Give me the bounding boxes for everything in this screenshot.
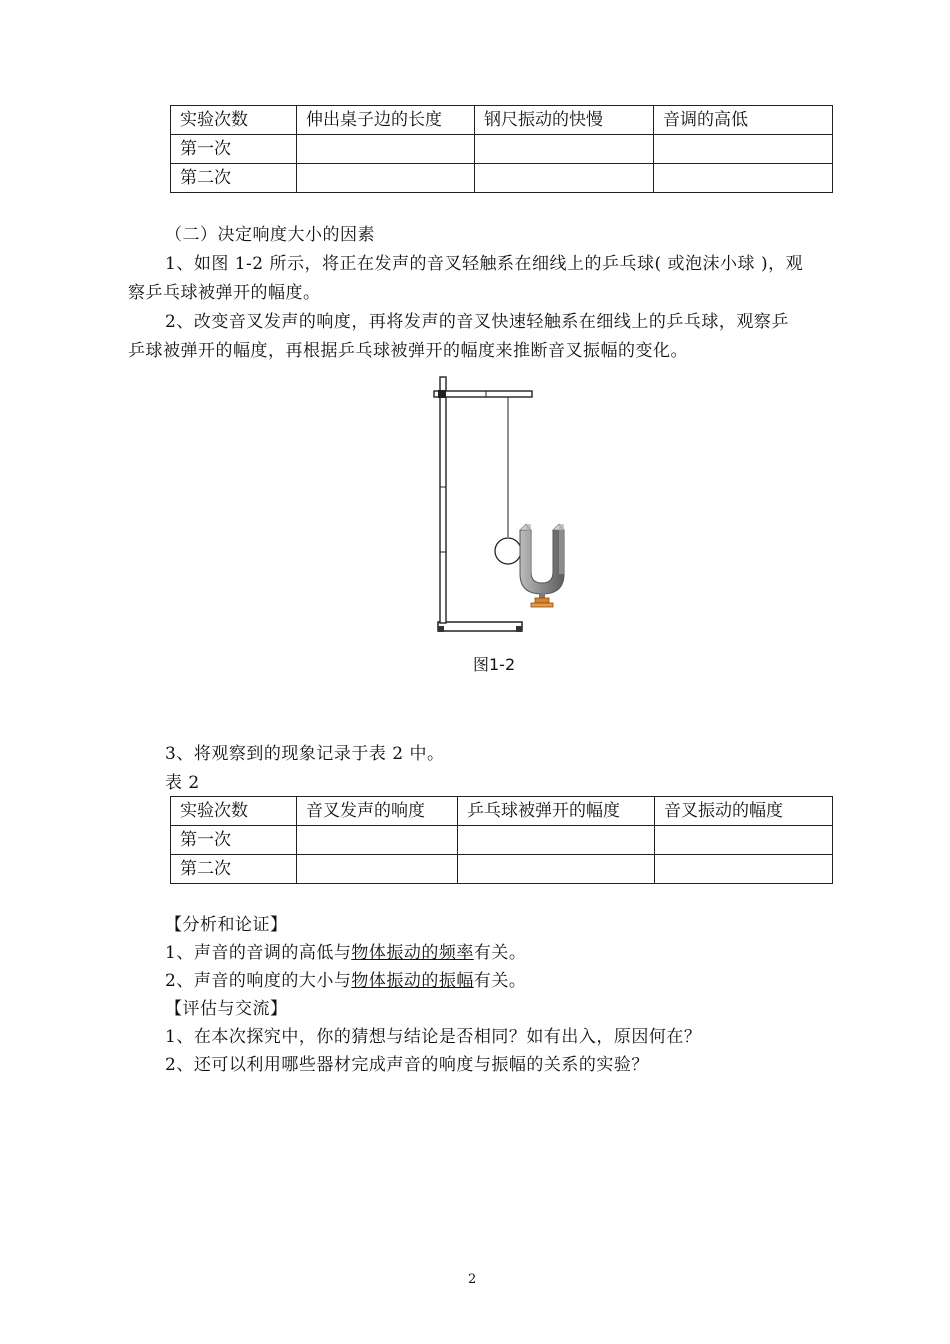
table-cell: 第一次 <box>171 826 297 855</box>
table-cell <box>458 855 655 884</box>
table-header-cell: 音叉发声的响度 <box>297 797 458 826</box>
table-cell <box>297 826 458 855</box>
table-cell <box>297 135 475 164</box>
step-3: 3、将观察到的现象记录于表 2 中。 <box>165 744 445 764</box>
table-cell <box>297 164 475 193</box>
table-header-row <box>171 106 833 135</box>
table-row <box>171 135 833 164</box>
stand-crossbar <box>434 391 532 397</box>
step-1-line-1: 1、如图 1-2 所示，将正在发声的音叉轻触系在细线上的乒乓球( 或泡沫小球 )，观 <box>165 254 804 274</box>
table-header-cell: 实验次数 <box>171 797 297 826</box>
evaluation-question-1: 1、在本次探究中，你的猜想与结论是否相同？如有出入，原因何在？ <box>165 1027 702 1047</box>
table-cell <box>475 135 654 164</box>
table-row <box>171 826 833 855</box>
conclusion-2 <box>165 969 526 993</box>
table-cell <box>654 164 833 193</box>
table-cell <box>458 826 655 855</box>
tuning-fork-pendulum-figure <box>430 372 580 642</box>
fork-base <box>535 598 549 603</box>
stand-base <box>438 622 522 631</box>
table-cell <box>655 855 833 884</box>
table-cell: 第二次 <box>171 855 297 884</box>
conclusion-1-prefix: 1、声音的音调的高低与 <box>165 943 352 963</box>
step-2-line-2: 乒球被弹开的幅度，再根据乒乓球被弹开的幅度来推断音叉振幅的变化。 <box>128 341 688 361</box>
step-2-line-1: 2、改变音叉发声的响度，再将发声的音叉快速轻触系在细线上的乒乓球，观察乒 <box>165 312 789 332</box>
table-header-cell: 音调的高低 <box>654 106 833 135</box>
table-cell: 第二次 <box>171 164 297 193</box>
table-row <box>171 164 833 193</box>
table-2-title: 表 2 <box>165 773 200 793</box>
table-cell: 第一次 <box>171 135 297 164</box>
conclusion-2-prefix: 2、声音的响度的大小与 <box>165 971 352 991</box>
conclusion-1-answer: 物体振动的频率 <box>351 943 474 963</box>
table-header-cell: 钢尺振动的快慢 <box>475 106 654 135</box>
table-header-cell: 乒乓球被弹开的幅度 <box>458 797 655 826</box>
tuning-fork <box>520 524 564 607</box>
ping-pong-ball <box>495 538 521 564</box>
table-2 <box>170 796 833 884</box>
conclusion-1-suffix: 有关。 <box>473 943 527 963</box>
table-header-row <box>171 797 833 826</box>
table-row <box>171 855 833 884</box>
table-cell <box>655 826 833 855</box>
table-cell <box>654 135 833 164</box>
page-number: 2 <box>468 1272 477 1287</box>
conclusion-2-suffix: 有关。 <box>473 971 527 991</box>
table-header-cell: 伸出桌子边的长度 <box>297 106 475 135</box>
stand-pole <box>440 377 446 623</box>
analysis-heading: 【分析和论证】 <box>165 915 288 935</box>
table-cell <box>475 164 654 193</box>
figure-caption: 图1-2 <box>473 655 516 674</box>
step-1-line-2: 察乒乓球被弹开的幅度。 <box>128 283 321 303</box>
table-1 <box>170 105 833 193</box>
evaluation-heading: 【评估与交流】 <box>165 999 288 1019</box>
table-header-cell: 音叉振动的幅度 <box>655 797 833 826</box>
evaluation-question-2: 2、还可以利用哪些器材完成声音的响度与振幅的关系的实验？ <box>165 1055 649 1075</box>
section-heading: （二）决定响度大小的因素 <box>165 225 375 245</box>
conclusion-2-answer: 物体振动的振幅 <box>351 971 474 991</box>
conclusion-1 <box>165 941 526 965</box>
table-cell <box>297 855 458 884</box>
table-header-cell: 实验次数 <box>171 106 297 135</box>
